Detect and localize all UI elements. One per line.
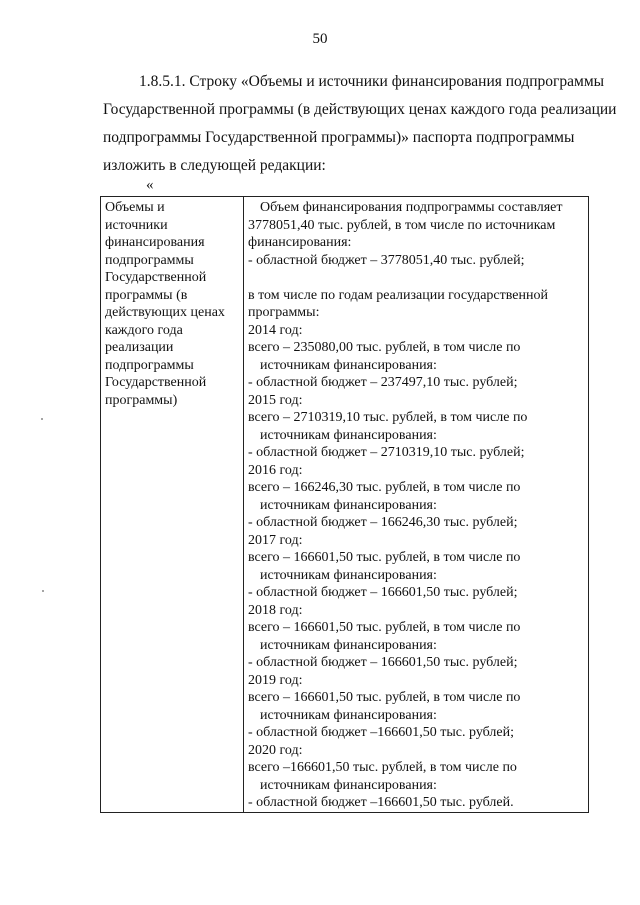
year-total: всего –166601,50 тыс. рублей, в том числе по [248,760,517,775]
year-sources: источникам финансирования: [260,777,437,793]
intro-paragraph [103,68,617,180]
label-line: финансирования [105,235,205,250]
financing-table [100,196,589,813]
scan-speck [41,418,43,420]
year-total: всего – 166246,30 тыс. рублей, в том числе по [248,480,521,495]
summary-line: - областной бюджет – 3778051,40 тыс. рублей; [248,252,525,268]
summary-line: финансирования: [248,235,352,250]
year-total: всего – 166601,50 тыс. рублей, в том числе по [248,690,521,705]
year-heading: 2018 год: [248,602,303,618]
year-heading: 2019 год: [248,672,303,688]
label-line: подпрограммы [105,357,194,373]
label-line: Государственной [105,270,207,285]
content-cell [244,197,589,813]
label-line: действующих ценах [105,305,225,320]
intro-line: изложить в следующей редакции: [103,157,326,174]
year-heading: 2017 год: [248,532,303,548]
year-budget: - областной бюджет – 237497,10 тыс. рублей; [248,375,518,390]
year-sources: источникам финансирования: [260,637,437,653]
years-intro-line: в том числе по годам реализации государственной [248,287,548,303]
year-heading: 2014 год: [248,322,303,338]
opening-quote-mark: « [146,177,154,193]
year-budget: - областной бюджет –166601,50 тыс. рублей; [248,725,514,740]
scan-speck [42,590,44,592]
page-number: 50 [312,31,328,47]
label-line: реализации [105,340,174,355]
label-line: Государственной [105,375,207,390]
label-line: подпрограммы [105,252,194,268]
year-sources: источникам финансирования: [260,357,437,373]
year-sources: источникам финансирования: [260,497,437,513]
year-total: всего – 2710319,10 тыс. рублей, в том числе по [248,410,528,425]
year-budget: - областной бюджет –166601,50 тыс. рублей. [248,795,514,810]
year-sources: источникам финансирования: [260,567,437,583]
intro-line: подпрограммы Государственной программы)» паспорта подпрограммы [103,129,575,146]
year-total: всего – 235080,00 тыс. рублей, в том числе по [248,340,521,355]
intro-line: 1.8.5.1. Строку «Объемы и источники финансирования подпрограммы [139,73,605,90]
label-line: источники [105,217,168,233]
summary-line: Объем финансирования подпрограммы составляет [260,200,563,215]
year-total: всего – 166601,50 тыс. рублей, в том числе по [248,620,521,635]
year-budget: - областной бюджет – 166601,50 тыс. рублей; [248,585,518,600]
table-row [101,197,589,813]
label-line: каждого года [105,322,183,338]
blank-line [248,269,584,287]
label-line: Объемы и [105,200,165,215]
year-total: всего – 166601,50 тыс. рублей, в том числе по [248,550,521,565]
intro-line: Государственной программы (в действующих ценах каждого года реализации [103,101,617,118]
summary-line: 3778051,40 тыс. рублей, в том числе по источникам [248,217,556,233]
year-budget: - областной бюджет – 166601,50 тыс. рублей; [248,655,518,670]
label-line: программы (в [105,287,188,303]
label-cell [101,197,244,813]
year-heading: 2020 год: [248,742,303,758]
year-heading: 2016 год: [248,462,303,478]
year-budget: - областной бюджет – 166246,30 тыс. рублей; [248,515,518,530]
year-budget: - областной бюджет – 2710319,10 тыс. рублей; [248,445,525,460]
label-line: программы) [105,392,178,408]
year-heading: 2015 год: [248,392,303,408]
year-sources: источникам финансирования: [260,427,437,443]
year-sources: источникам финансирования: [260,707,437,723]
years-intro-line: программы: [248,305,320,320]
